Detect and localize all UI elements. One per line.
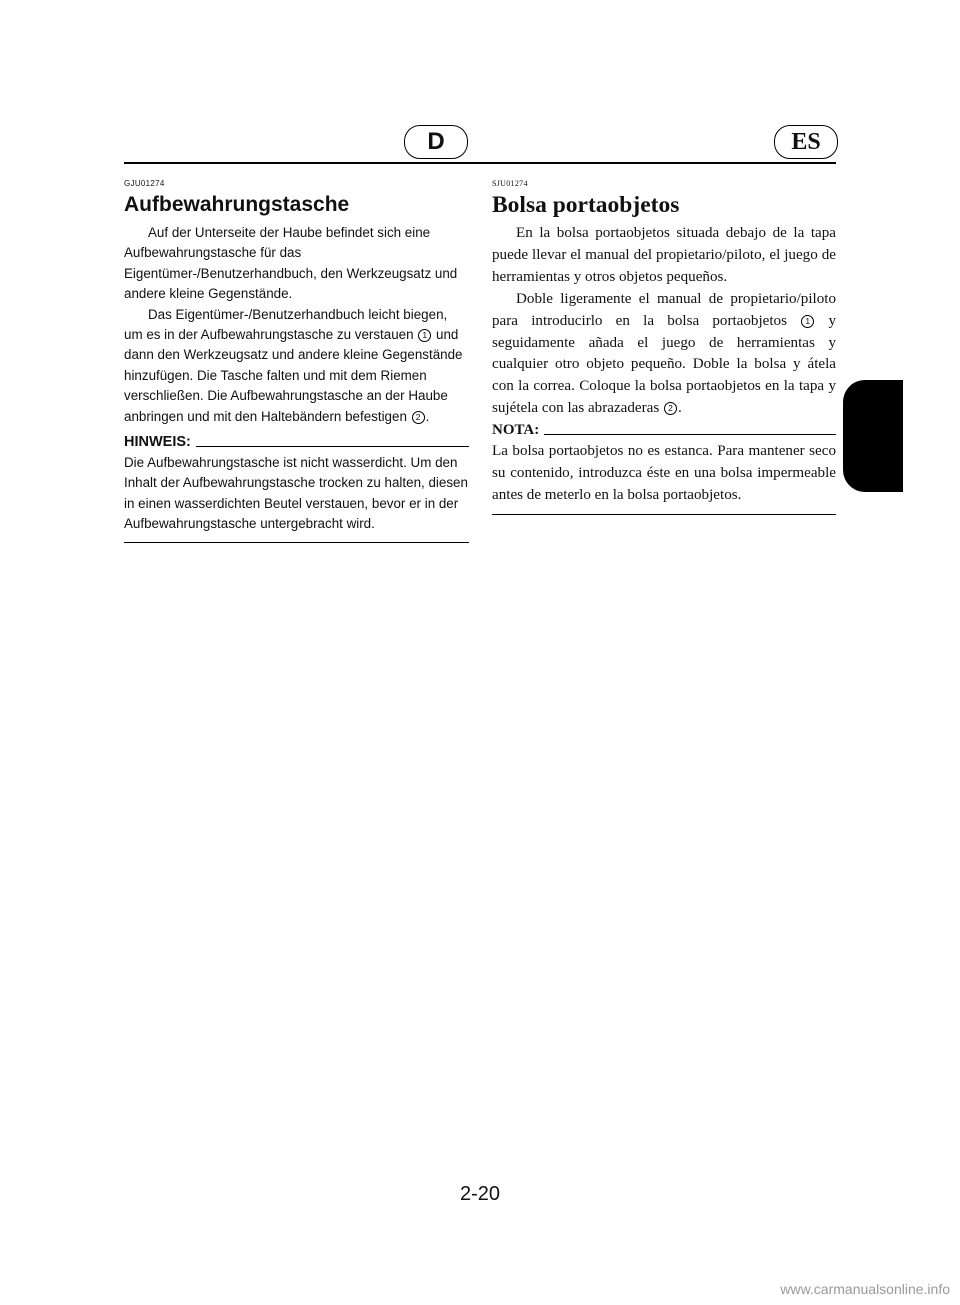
german-column	[124, 178, 469, 543]
note-text: Die Aufbewahrungstasche ist nicht wasserdicht. Um den Inhalt der Aufbewahrungstasche trocken zu halten, diesen in einen wasserdichten Beutel verstauen, bevor er in der Aufbewahrungstasche untergebracht wird.	[124, 455, 468, 532]
section-code: GJU01274	[124, 179, 165, 188]
callout-2: 2	[664, 402, 677, 415]
note-heading-rule	[544, 434, 836, 435]
language-tab-es: ES	[774, 125, 838, 159]
paragraph-1: En la bolsa portaobjetos situada debajo de la tapa puede llevar el manual del propietario/piloto, el juego de herramientas y otros objetos pequeños.	[492, 225, 836, 285]
spanish-column	[492, 178, 836, 515]
paragraph-1: Auf der Unterseite der Haube befindet sich eine Aufbewahrungstasche für das Eigentümer-/Benutzerhandbuch, den Werkzeugsatz und andere kleine Gegenstände.	[124, 225, 458, 302]
paragraph-2	[124, 305, 469, 427]
callout-1: 1	[801, 315, 814, 328]
note-label: NOTA:	[492, 422, 540, 439]
page-number: 2-20	[459, 1183, 501, 1205]
header-rule	[124, 162, 836, 164]
callout-2: 2	[412, 411, 425, 424]
note-label: HINWEIS:	[124, 434, 191, 451]
section-thumb-tab	[843, 380, 903, 492]
note-end-rule	[492, 514, 836, 515]
paragraph-2-part-b: und dann den Werkzeugsatz und andere kleine Gegenstände hinzufügen. Die Tasche falten und mit dem Riemen verschließen. Die Aufbewahrungstasche an der Haube anbringen und mit den Haltebändern befestigen	[124, 327, 463, 424]
watermark[interactable]: www.carmanualsonline.info	[780, 1281, 950, 1297]
paragraph-2-part-b: y seguidamente añada el juego de herramientas y cualquier otro objeto pequeño. Doble la bolsa y átela con la correa. Coloque la bolsa portaobjetos en la tapa y sujétela con las abrazaderas	[492, 312, 836, 417]
note-end-rule	[124, 542, 469, 543]
note-text: La bolsa portaobjetos no es estanca. Para mantener seco su contenido, introduzca éste en una bolsa impermeable antes de meterlo en la bolsa portaobjetos.	[492, 443, 836, 503]
language-tab-d: D	[404, 125, 468, 159]
note-heading-rule	[196, 446, 469, 447]
paragraph-2-part-a: Doble ligeramente el manual de propietario/piloto para introducirlo en la bolsa portaobjetos	[492, 290, 836, 329]
note-heading	[492, 421, 836, 439]
paragraph-2-part-c: .	[425, 408, 430, 424]
paragraph-2-part-c: .	[677, 400, 682, 417]
section-code: SJU01274	[492, 179, 528, 188]
callout-1: 1	[418, 329, 431, 342]
section-title: Aufbewahrungstasche	[124, 193, 350, 216]
paragraph-2	[492, 289, 836, 420]
note-heading	[124, 433, 469, 451]
paragraph-2-part-a: Das Eigentümer-/Benutzerhandbuch leicht biegen, um es in der Aufbewahrungstasche zu verstauen	[124, 306, 448, 343]
section-title: Bolsa portaobjetos	[492, 192, 680, 218]
